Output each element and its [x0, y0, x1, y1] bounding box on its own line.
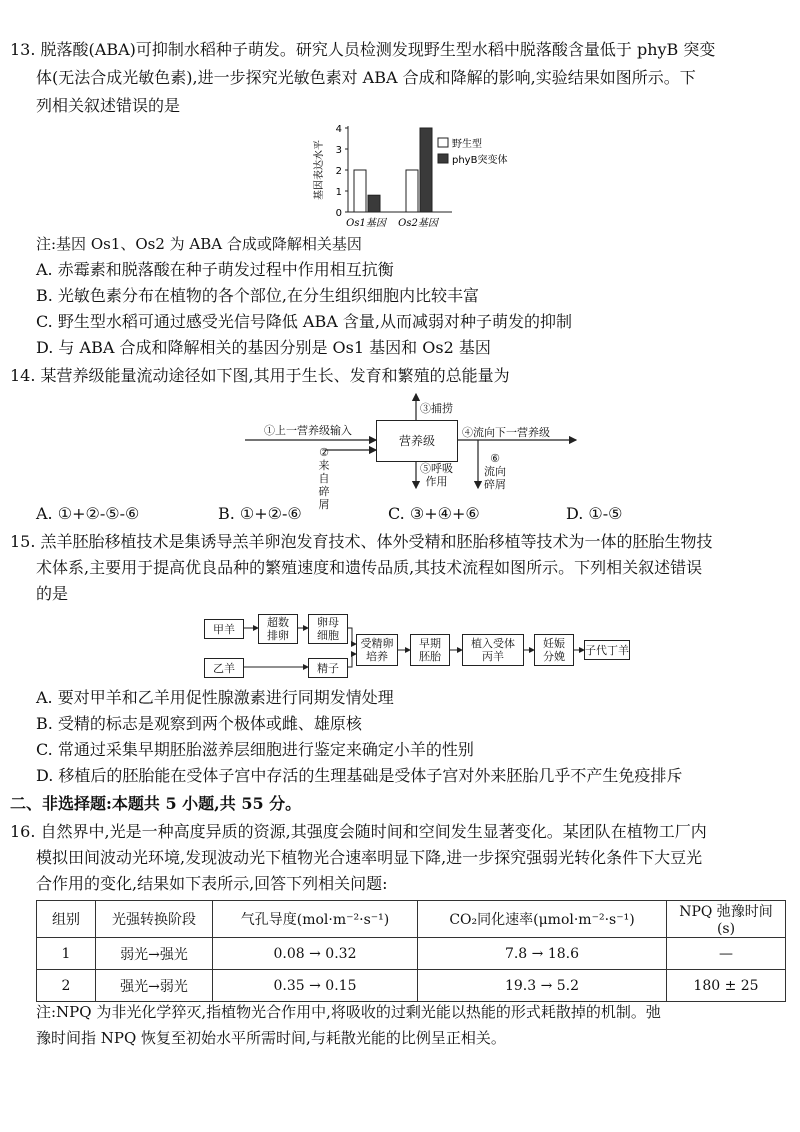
legend-swatch [438, 154, 448, 163]
q13-option-c: C. 野生型水稻可通过感受光信号降低 ABA 含量,从而减弱对种子萌发的抑制 [36, 312, 572, 331]
y-tick-label: 3 [335, 145, 342, 156]
bar-wild-type [354, 170, 366, 212]
bar-wild-type [406, 170, 418, 212]
q15-option-d: D. 移植后的胚胎能在受体子宫中存活的生理基础是受体子宫对外来胚胎几乎不产生免疫排斥 [36, 766, 683, 785]
sperm-box: 精子 [308, 658, 348, 678]
cell: — [667, 938, 786, 970]
q16-line-1: 16. 自然界中,光是一种高度异质的资源,其强度会随时间和空间发生显著变化。某团队在植物工厂内 [10, 822, 707, 841]
section-heading: 二、非选择题:本题共 5 小题,共 55 分。 [10, 794, 302, 813]
q16-line-2: 模拟田间波动光环境,发现波动光下植物光合速率明显下降,进一步探究强弱光转化条件下大豆光 [36, 848, 703, 867]
q13-note: 注:基因 Os1、Os2 为 ABA 合成或降解相关基因 [36, 235, 362, 253]
input-label-2: ② 来自 碎屑 [318, 446, 330, 511]
x-tick-label: Os2基因 [398, 218, 438, 229]
y-tick-label: 2 [335, 166, 342, 177]
q14-option-d: D. ①-⑤ [566, 504, 623, 523]
sheep-yi: 乙羊 [204, 658, 244, 678]
q15-line-2: 术体系,主要用于提高优良品种的繁殖速度和遗传品质,其技术流程如图所示。下列相关叙述错误 [36, 558, 703, 577]
q13-option-d: D. 与 ABA 合成和降解相关的基因分别是 Os1 基因和 Os2 基因 [36, 338, 491, 357]
header-conductance: 气孔导度(mol·m⁻²·s⁻¹) [213, 901, 418, 938]
input-label-1: ①上一营养级输入 [264, 424, 352, 437]
table-row [37, 938, 786, 970]
cell: 7.8 → 18.6 [418, 938, 667, 970]
q15-option-b: B. 受精的标志是观察到两个极体或雌、雄原核 [36, 714, 362, 733]
zygote-culture-box: 受精卵 培养 [356, 634, 398, 666]
q14-option-a: A. ①+②-⑤-⑥ [36, 504, 140, 523]
q14-stem: 14. 某营养级能量流动途径如下图,其用于生长、发育和繁殖的总能量为 [10, 366, 510, 385]
cell: 19.3 → 5.2 [418, 970, 667, 1002]
bar-mutant [420, 128, 432, 212]
output-label-3: ③捕捞 [420, 402, 453, 415]
q15-line-1: 15. 羔羊胚胎移植技术是集诱导羔羊卵泡发育技术、体外受精和胚胎移植等技术为一体的胚胎生物技 [10, 532, 713, 551]
sheep-jia: 甲羊 [204, 619, 244, 639]
trophic-level-box: 营养级 [376, 420, 458, 462]
q15-flow-diagram [200, 614, 630, 684]
q13-option-a: A. 赤霉素和脱落酸在种子萌发过程中作用相互抗衡 [36, 260, 394, 279]
q13-bar-chart [300, 120, 560, 232]
bar-mutant [368, 195, 380, 212]
cell: 强光→弱光 [96, 970, 213, 1002]
cell: 0.08 → 0.32 [213, 938, 418, 970]
cell: 2 [37, 970, 96, 1002]
q13-line-2: 体(无法合成光敏色素),进一步探究光敏色素对 ABA 合成和降解的影响,实验结果如图所示。下 [36, 68, 696, 87]
cell: 弱光→强光 [96, 938, 213, 970]
table-row [37, 970, 786, 1002]
header-stage: 光强转换阶段 [96, 901, 213, 938]
cell: 1 [37, 938, 96, 970]
header-co2-rate: CO₂同化速率(μmol·m⁻²·s⁻¹) [418, 901, 667, 938]
cell: 0.35 → 0.15 [213, 970, 418, 1002]
q13-line-3: 列相关叙述错误的是 [36, 96, 181, 115]
y-tick-label: 0 [335, 208, 342, 219]
output-label-6: ⑥ 流向 碎屑 [484, 452, 506, 491]
q13-option-b: B. 光敏色素分布在植物的各个部位,在分生组织细胞内比较丰富 [36, 286, 480, 305]
output-label-4: ④流向下一营养级 [462, 426, 550, 439]
q15-option-c: C. 常通过采集早期胚胎滋养层细胞进行鉴定来确定小羊的性别 [36, 740, 474, 759]
output-label-5: ⑤呼吸 作用 [420, 462, 453, 488]
transfer-recipient-box: 植入受体 丙羊 [462, 634, 524, 666]
pregnancy-box: 妊娠 分娩 [534, 634, 574, 666]
superovulation-box: 超数 排卵 [258, 614, 298, 644]
early-embryo-box: 早期 胚胎 [410, 634, 450, 666]
table-header-row [37, 901, 786, 938]
offspring-box: 子代丁羊 [584, 640, 630, 660]
q16-table [36, 900, 786, 1002]
y-tick-label: 4 [335, 124, 342, 135]
q13-line-1: 13. 脱落酸(ABA)可抑制水稻种子萌发。研究人员检测发现野生型水稻中脱落酸含量低于 phyB 突变 [10, 40, 716, 59]
x-tick-label: Os1基因 [346, 218, 386, 229]
q14-option-c: C. ③+④+⑥ [388, 504, 480, 523]
q14-energy-diagram [240, 390, 600, 511]
oocyte-box: 卵母 细胞 [308, 614, 348, 644]
q16-note-line-1: 注:NPQ 为非光化学猝灭,指植物光合作用中,将吸收的过剩光能以热能的形式耗散掉的机制。弛 [36, 1003, 661, 1021]
legend-label: 野生型 [452, 139, 482, 150]
q16-line-3: 合作用的变化,结果如下表所示,回答下列相关问题: [36, 874, 388, 893]
q14-option-b: B. ①+②-⑥ [218, 504, 302, 523]
y-axis-label: 基因表达水平 [314, 140, 325, 200]
header-group: 组别 [37, 901, 96, 938]
legend-swatch [438, 138, 448, 147]
legend-label: phyB突变体 [452, 155, 508, 166]
header-npq: NPQ 弛豫时间(s) [667, 901, 786, 938]
q16-note-line-2: 豫时间指 NPQ 恢复至初始水平所需时间,与耗散光能的比例呈正相关。 [36, 1029, 506, 1047]
q15-option-a: A. 要对甲羊和乙羊用促性腺激素进行同期发情处理 [36, 688, 394, 707]
q15-line-3: 的是 [36, 584, 69, 603]
cell: 180 ± 25 [667, 970, 786, 1002]
y-tick-label: 1 [335, 187, 342, 198]
